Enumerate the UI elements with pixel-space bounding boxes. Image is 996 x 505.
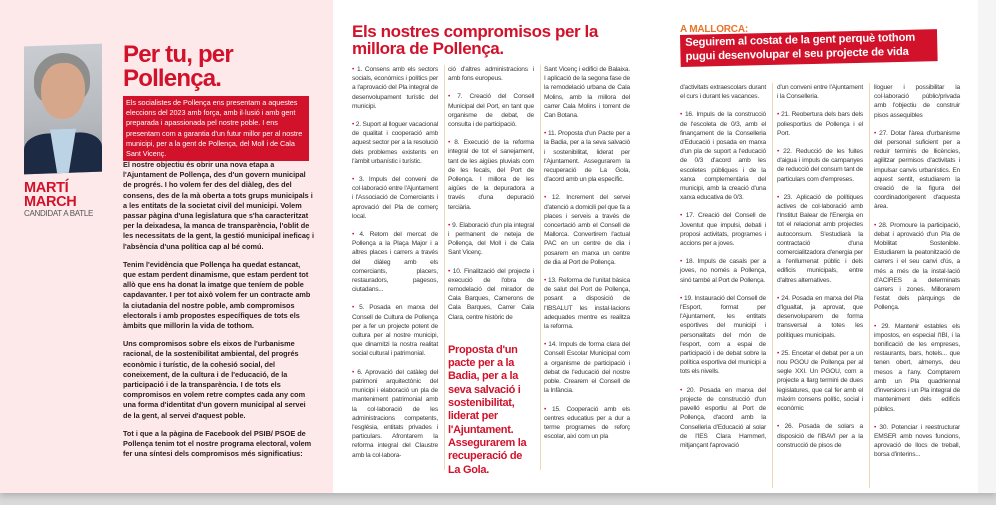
- commitment-text: d'un conveni entre l'Ajuntament i la Conselleria.: [777, 84, 863, 101]
- commitment-text: 22. Reducció de les fuites d'aigua i impuls de campanyes de reducció del consum tant de particulars com d'empreses.: [777, 148, 863, 183]
- bullet-icon: •: [448, 93, 458, 101]
- commitment-text: 9. Elaboració d'un pla integral i permanent de neteja de Pollença, del Moll i de Cala Sant Vicenç.: [448, 221, 535, 257]
- commitment-item: [874, 322, 960, 414]
- bullet-icon: •: [777, 148, 784, 156]
- bullet-icon: •: [874, 423, 880, 431]
- intro-box: Els socialistes de Pollença ens presentam a aquestes eleccions del 2023 amb força, amb il·lusió i amb gent preparada i apassionada pel nostre poble. I ens presentam com a garantia d'un futur millor per al nostre municipi, per a la gent de Pollença, del Moll i de Cala Sant Vicenç.: [123, 96, 309, 161]
- column-items: [448, 65, 534, 322]
- commitment-item: [352, 230, 438, 294]
- bullet-icon: •: [352, 368, 358, 376]
- column: [544, 65, 630, 470]
- commitment-item: [544, 129, 630, 184]
- commitment-item: [680, 110, 766, 202]
- commitment-item: [544, 193, 630, 267]
- paragraph: Uns compromisos sobre els eixos de l'urbanisme racional, de la sostenibilitat ambiental, del progrés econòmic i turístic, de la cohesió social, del coneixement, de la cultura i de l'educació, de la participació i de la transparència. I de tots els compromisos en volem retre comptes cada any com una forma d'identitat d'un govern municipal al servei de la gent, al servei d'aquest poble.: [123, 339, 306, 420]
- commitment-item: [777, 83, 863, 101]
- commitment-item: [874, 83, 960, 120]
- bullet-icon: •: [680, 258, 686, 266]
- commitment-item: [352, 175, 438, 221]
- bullet-icon: •: [448, 139, 455, 147]
- commitment-item: [874, 221, 960, 313]
- bullet-icon: •: [874, 322, 882, 330]
- commitment-item: [777, 422, 863, 450]
- commitment-text: 27. Dotar l'àrea d'urbanisme del personal suficient per a reduir terminis de llicències, agilitzar permisos d'activitats i impulsar canvis urbanístics. En aquest sentit, estudiarem la creació de la figura del coordinador/gerent d'aquesta àrea.: [874, 129, 960, 211]
- bullet-icon: •: [544, 405, 552, 413]
- page-edge: [978, 0, 996, 493]
- commitment-text: ció d'altres administracions i amb fons europeus.: [448, 66, 534, 83]
- column: [352, 65, 445, 470]
- commitment-item: [448, 267, 534, 322]
- commitment-item: [680, 83, 766, 101]
- commitment-item: [544, 405, 630, 442]
- bullet-icon: •: [544, 130, 548, 138]
- column: [448, 65, 541, 476]
- commitment-text: 28. Promoure la participació, debat i aprovació d'un Pla de Mobilitat Sostenible. Estudiarem la peatonització de carrers i el seu canvi d'ús, a més a més de la instal·lació d'ACIRES a determinats carrers i zones. Millorarem l'estat dels pàrquings de Pollença.: [874, 221, 960, 312]
- commitment-text: 12. Increment del servei d'atenció a domicili pel que fa a places i serveis a través de concertació amb el Consell de Mallorca. Convertirem l'actual PAC en un centre de dia i posarem en marxa un centre de dia al Port de Pollença.: [544, 194, 630, 266]
- commitment-text: 14. Impuls de forma clara del Consell Escolar Municipal com a organisme de participació i debat de l'educació del nostre poble. Crearem el Consell de la Infància.: [544, 341, 630, 395]
- commitments-title: Els nostres compromisos per la millora de Pollença.: [352, 22, 598, 58]
- bullet-icon: •: [352, 231, 360, 239]
- bullet-icon: •: [874, 129, 880, 137]
- intro-paragraphs: [123, 160, 315, 467]
- commitment-text: 10. Finalització del projecte i execució de l'obra de remodelació del mirador de Cala Barques, Camerons de Cala Barques, Carrer Cala Clara, centre històric de: [448, 267, 534, 321]
- bullet-icon: •: [680, 212, 686, 220]
- commitment-text: 19. Instauració del Consell de l'Esport, format per l'Ajuntament, les entitats esportives del municipi i personalitats del món de l'esport, com a espai de participació i de debat sobre la política esportiva del municipi a tots els nivells.: [680, 294, 766, 376]
- bullet-icon: •: [544, 194, 552, 202]
- bullet-icon: •: [544, 277, 548, 285]
- commitment-text: 26. Posada de solars a disposició de l'IBAVI per a la construcció de pisos de: [777, 423, 863, 449]
- mallorca-headline: Seguirem al costat de la gent perquè tothom pugui desenvolupar el seu projecte de vida: [680, 29, 938, 67]
- commitment-item: [874, 129, 960, 212]
- commitment-text: 30. Potenciar i reestructurar EMSER amb noves funcions, aprovació de llocs de treball, borsa d'interins...: [874, 423, 960, 459]
- commitment-text: d'activitats extraescolars durant el curs i durant les vacances.: [680, 84, 766, 101]
- commitment-text: 18. Impuls de casals per a joves, no només a Pollença, sinó també al Port de Pollença.: [680, 258, 766, 284]
- commitment-text: 16. Impuls de la construcció de l'escoleta de 0/3, amb el finançament de la Conselleria d'Educació i posada en marxa d'un pla de suport a l'educació de 0/3 d'acord amb les escoletes públiques i de la xarxa complementària del municipi, amb la creació d'una xarxa educativa de 0/3.: [680, 111, 766, 202]
- commitment-text: 13. Reforma de l'unitat bàsica de salut del Port de Pollença, posant a disposició de l'IBSALUT les instal·lacions adequades mentre es realitza la reforma.: [544, 277, 630, 331]
- column: [874, 83, 960, 488]
- highlight-quote: Proposta d'un pacte per a la Badia, per a la seva salvació i sostenibilitat, liderat per l'Ajuntament. Assegurarem la recuperació de La Gola.: [448, 343, 527, 476]
- paragraph: Tot i que a la pàgina de Facebook del PSIB/ PSOE de Pollença tenim tot el nostre programa electoral, volem fer una síntesi dels compromisos més significatius:: [123, 428, 312, 459]
- bullet-icon: •: [680, 386, 687, 394]
- bullet-icon: •: [680, 111, 685, 119]
- commitment-item: [680, 386, 766, 450]
- commitment-text: 25. Encetar el debat per a un nou PGOU de Pollença per al segle XXI. Un PGOU, com a projecte a llarg termini de dues legislatures, que cal fer amb el màxim consens polític, social i econòmic: [777, 349, 863, 413]
- mallorca-label: A MALLORCA:: [680, 24, 748, 35]
- photo-face: [41, 62, 85, 120]
- candidate-name: MARTÍ MARCH: [24, 180, 77, 210]
- commitment-item: [448, 92, 534, 129]
- page-title: Per tu, per Pollença.: [123, 41, 233, 92]
- commitment-item: [352, 368, 438, 460]
- candidate-role: CANDIDAT A BATLE: [24, 209, 94, 218]
- column: [777, 83, 870, 488]
- commitment-item: [777, 193, 863, 285]
- commitment-text: 3. Impuls del conveni de col·laboració entre l'Ajuntament i l'Associació de Comerciants i aprovació del Pla de comerç local.: [352, 176, 438, 220]
- commitment-text: 5. Posada en marxa del Consell de Cultura de Pollença per a fer un projecte potent de cultura per al nostre municipi, que dinamitzi la nostra realitat social cultural i patrimonial.: [352, 304, 438, 358]
- bullet-icon: •: [448, 267, 453, 275]
- commitment-text: 21. Reobertura dels bars dels poliesportius de Pollença i el Port.: [777, 111, 864, 137]
- bullet-icon: •: [448, 221, 453, 229]
- commitment-text: 6. Aprovació del catàleg del patrimoni arquitectònic del municipi i elaboració un pla de manteniment patrimonial amb la col·laboració de les administracions competents, l'església, entitats privades i particulars. Afrontarem la reforma integral del Claustre amb la col·labora-: [352, 368, 438, 459]
- commitment-text: 20. Posada en marxa del projecte de construcció d'un pavelló esportiu al Port de Pollença, d'acord amb la Conselleria d'Educació al solar de l'IES Clara Hammerl, mitjançant l'aprovació: [680, 386, 766, 449]
- commitment-item: [680, 257, 766, 285]
- commitment-text: lloguer i possibilitar la col·laboració públic/privada amb l'objectiu de construir pisos assequibles: [874, 84, 960, 119]
- commitment-text: 2. Suport al lloguer vacacional de qualitat i cooperació amb aquest sector per a la resolució dels problemes existents en l'àmbit urbanístic i turístic.: [352, 121, 438, 165]
- bullet-icon: •: [777, 111, 782, 119]
- commitment-item: [448, 65, 534, 83]
- commitment-item: [777, 349, 863, 413]
- commitment-text: 24. Posada en marxa del Pla d'Igualtat, ja aprovat, que desenvoluparem de forma transversal a totes les polítiques municipals.: [777, 294, 863, 339]
- commitment-item: [544, 276, 630, 331]
- commitment-text: 8. Execució de la reforma integral de tot el sanejament, tant de les aigües pluvials com de les fecals, del Port de Pollença. I millora de les aigües de la depuradora a través d'una depuració terciària.: [448, 139, 534, 211]
- commitment-item: [544, 340, 630, 395]
- commitment-item: [352, 65, 438, 111]
- commitment-text: 1. Consens amb els sectors socials, econòmics i polítics per a l'aprovació del Pla integral de desenvolupament turístic del municipi.: [352, 66, 438, 110]
- commitment-text: 4. Retorn del mercat de Pollença a la Plaça Major i a altres places i carrers a través del diàleg amb els comerciants, placers, restauradors, pagesos, ciutadans...: [352, 231, 438, 294]
- commitment-text: 7. Creació del Consell Municipal del Port, en tant que organisme de debat, de consulta i de participació.: [448, 93, 534, 129]
- commitment-text: 11. Proposta d'un Pacte per a la Badia, per a la seva salvació i sostenibilitat, liderat per l'Ajuntament. Assegurarem la recuperació de La Gola, d'acord amb un pla específic.: [544, 130, 630, 184]
- commitment-text: Sant Vicenç i edifici de Balaixa. I aplicació de la segona fase de la remodelació urbana de Cala Molins, amb la millora del carrer Cala Molins i torrent de Can Botana.: [544, 66, 630, 120]
- commitment-item: [352, 303, 438, 358]
- commitment-item: [680, 294, 766, 377]
- commitment-item: [777, 294, 863, 340]
- commitment-text: 23. Aplicació de polítiques actives de col·laboració amb l'Institut Balear de l'Energia en tot el relacionat amb projectes autoconsum. S'estudiarà la contractació d'una comercialitzadora d'energia per a l'enllumenat públic i dels edificis municipals, entre d'altres alternatives.: [777, 193, 863, 284]
- bullet-icon: •: [352, 121, 356, 129]
- left-panel: [0, 0, 333, 493]
- commitment-item: [352, 120, 438, 166]
- commitment-item: [777, 147, 863, 184]
- bullet-icon: •: [680, 294, 685, 302]
- commitment-item: [544, 65, 630, 120]
- bullet-icon: •: [544, 341, 549, 349]
- column: [680, 83, 773, 488]
- candidate-photo: [24, 44, 102, 175]
- bullet-icon: •: [777, 349, 782, 357]
- commitment-item: [777, 110, 863, 138]
- commitment-item: [448, 221, 534, 258]
- commitment-item: [680, 211, 766, 248]
- paragraph: Tenim l'evidència que Pollença ha quedat estancat, que estam perdent dinamisme, que estam perdent tot allò que ens ha donat la imatge que teníem de poble capdavanter. I per tot això volem fer un contracte amb la ciutadania del nostre poble, amb compromisos electorals i amb propostes específiques de tots els àmbits que millorin la vida de tothom.: [123, 259, 311, 331]
- bullet-icon: •: [777, 193, 784, 201]
- bullet-icon: •: [352, 66, 357, 73]
- commitment-text: 29. Mantenir estables els impostos, en especial l'IBI, i la bonificació de les empreses, restaurants, bars, hotels... que tenen obert, almenys, deu mesos a l'any. Comptarem amb un Pla quadriennal d'inversions i un Pla integral de manteniment dels edificis públics.: [874, 322, 960, 413]
- bullet-icon: •: [777, 423, 785, 431]
- commitment-item: [448, 138, 534, 212]
- bullet-icon: •: [352, 304, 360, 312]
- paragraph: El nostre objectiu és obrir una nova etapa a l'Ajuntament de Pollença, des d'un govern municipal de progrés. I ho volem fer des del diàleg, des del consens, des de la mà oberta a tots grups municipals i a les entitats de la societat civil del municipi. Volem passar pàgina d'una legislatura que s'ha caracteritzat per la deixadesa, la manca de transparència, l'oblit de les necessitats de la gent, la gestió municipal ineficaç i l'absència d'una política cap al bé comú.: [123, 160, 315, 251]
- bullet-icon: •: [874, 221, 879, 229]
- commitment-item: [874, 423, 960, 460]
- commitment-text: 15. Cooperació amb els centres educatius per a dur a terme programes de reforç escolar, així com un pla: [544, 405, 630, 441]
- commitment-text: 17. Creació del Consell de Joventut que impulsi, debati i proposi activitats, programes i accions per a joves.: [680, 212, 766, 248]
- bullet-icon: •: [352, 176, 359, 184]
- bullet-icon: •: [777, 294, 782, 302]
